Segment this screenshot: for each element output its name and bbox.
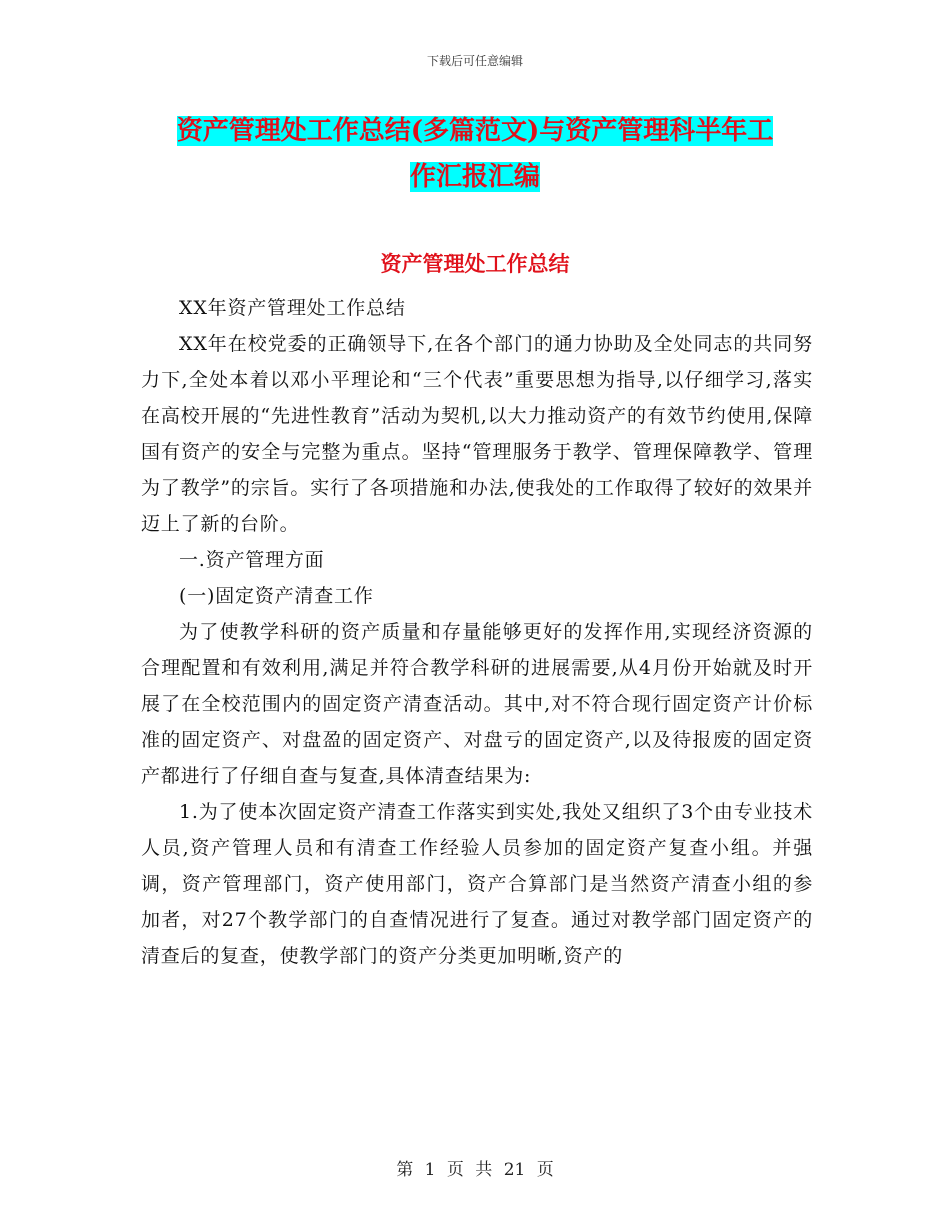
paragraph-subheading-1: (一)固定资产清查工作 [179, 585, 374, 607]
paragraph-inventory: 为了使教学科研的资产质量和存量能够更好的发挥作用,实现经济资源的合理配置和有效利用,满足并符合教学科研的进展需要,从4月份开始就及时开展了在全校范围内的固定资产清查活动。其中,对不符合现行固定资产计价标准的固定资产、对盘盈的固定资产、对盘亏的固定资产,以及待报废的固定资产都进行了仔细自查与复查,具体清查结果为: [141, 621, 813, 787]
paragraph-subtitle: XX年资产管理处工作总结 [179, 297, 406, 319]
section-title: 资产管理处工作总结 [380, 251, 570, 276]
page-number: 第 1 页 共 21 页 [396, 1160, 554, 1180]
title-line-1: 资产管理处工作总结(多篇范文)与资产管理科半年工 [176, 116, 774, 146]
paragraph-heading-1: 一.资产管理方面 [179, 549, 325, 571]
paragraph-intro: XX年在校党委的正确领导下,在各个部门的通力协助及全处同志的共同努力下,全处本着以邓小平理论和“三个代表”重要思想为指导,以仔细学习,落实在高校开展的“先进性教育”活动为契机,以大力推动资产的有效节约使用,保障国有资产的安全与完整为重点。坚持“管理服务于教学、管理保障教学、管理为了教学”的宗旨。实行了各项措施和办法,使我处的工作取得了较好的效果并迈上了新的台阶。 [141, 333, 813, 535]
title-line-2: 作汇报汇编 [409, 162, 540, 192]
document-title [140, 108, 810, 200]
document-body [141, 290, 813, 974]
header-note: 下载后可任意编辑 [426, 54, 523, 68]
paragraph-item-1: 1.为了使本次固定资产清查工作落实到实处,我处又组织了3个由专业技术人员,资产管理人员和有清查工作经验人员参加的固定资产复查小组。并强调，资产管理部门，资产使用部门，资产合算部门是当然资产清查小组的参加者，对27个教学部门的自查情况进行了复查。通过对教学部门固定资产的清查后的复查，使教学部门的资产分类更加明晰,资产的 [141, 801, 813, 967]
